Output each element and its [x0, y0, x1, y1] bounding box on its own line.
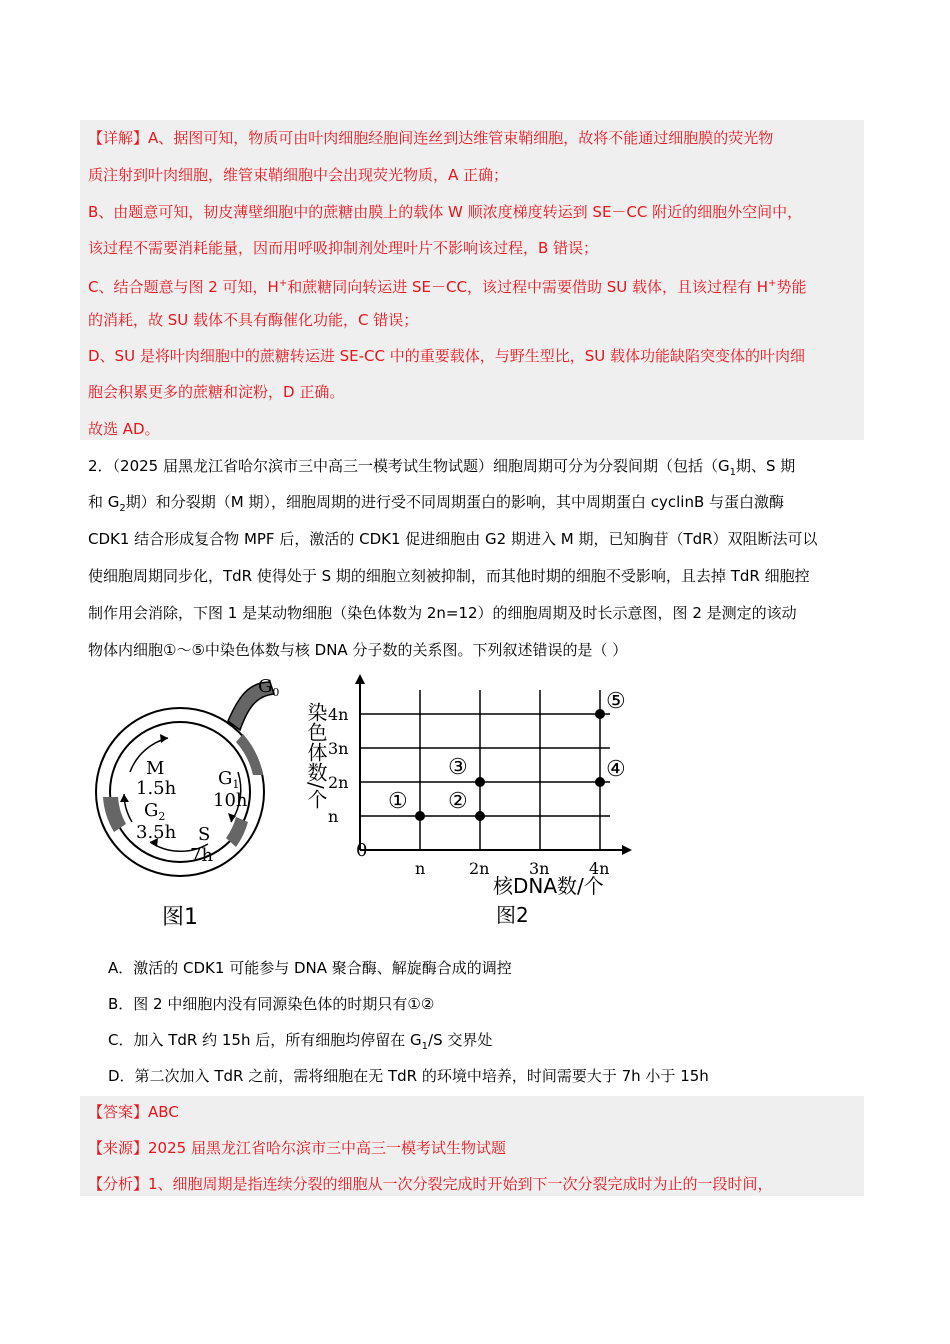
y-tick-label: 2n — [328, 773, 349, 792]
data-point — [595, 709, 605, 719]
detail-line-8: 胞会积累更多的蔗糖和淀粉，D 正确。 — [88, 383, 345, 401]
data-point-label: ③ — [448, 755, 468, 780]
g2-time: 3.5h — [136, 822, 177, 843]
data-point — [475, 811, 485, 821]
detail-line-9: 故选 AD。 — [88, 420, 160, 438]
detail-line-7: D、SU 是将叶肉细胞中的蔗糖转运进 SE-CC 中的重要载体，与野生型比，SU 载体功能缺陷突变体的叶肉细 — [88, 347, 805, 365]
y-tick-label: n — [328, 807, 339, 826]
y-axis-label: 染色体数/个 — [304, 702, 328, 809]
s-label: S — [198, 824, 211, 845]
data-point-label: ④ — [606, 757, 626, 782]
x-tick-label: n — [415, 859, 426, 878]
origin-label: 0 — [356, 840, 368, 861]
x-tick-label: 4n — [589, 859, 610, 878]
superscript-plus: + — [278, 278, 288, 289]
x-axis-arrow — [622, 845, 632, 855]
x-axis-label: 核DNA数/个 — [493, 874, 604, 898]
detail-line-1: 【详解】A、据图可知，物质可由叶肉细胞经胞间连丝到达维管束鞘细胞，故将不能通过细胞膜的荧光物 — [88, 129, 774, 147]
figure-1-cell-cycle — [96, 676, 279, 930]
option-b: B．图 2 中细胞内没有同源染色体的时期只有①② — [108, 995, 435, 1013]
answer: 【答案】ABC — [88, 1103, 179, 1121]
figure — [88, 672, 678, 934]
subscript: 2 — [119, 503, 126, 514]
data-point — [415, 811, 425, 821]
option-c — [108, 1030, 492, 1057]
s-time: 7h — [190, 845, 214, 866]
data-point — [475, 777, 485, 787]
x-tick-label: 2n — [469, 859, 490, 878]
question-line-1 — [88, 456, 795, 483]
question-line-1-b: 期、S 期 — [736, 457, 796, 475]
detail-line-2: 质注射到叶肉细胞，维管束鞘细胞中会出现荧光物质，A 正确； — [88, 166, 509, 184]
option-a: A．激活的 CDK1 可能参与 DNA 聚合酶、解旋酶合成的调控 — [108, 959, 512, 977]
source: 【来源】2025 届黑龙江省哈尔滨市三中高三一模考试生物试题 — [88, 1139, 506, 1157]
option-c-pre: C．加入 TdR 约 15h 后，所有细胞均停留在 G — [108, 1031, 422, 1049]
data-point-label: ⑤ — [606, 689, 626, 714]
question-line-2 — [88, 492, 784, 519]
y-axis-arrow — [355, 674, 365, 684]
m-time: 1.5h — [136, 778, 177, 799]
detail-line-5-b: 和蔗糖同向转运进 SE－CC，该过程中需要借助 SU 载体，且该过程有 H — [287, 278, 769, 296]
subscript: 1 — [729, 467, 736, 478]
m-label: M — [146, 758, 165, 779]
question-line-2-a: 和 G — [88, 493, 120, 511]
question-line-6: 物体内细胞①～⑤中染色体数与核 DNA 分子数的关系图。下列叙述错误的是（ ） — [88, 641, 628, 659]
subscript: 1 — [421, 1041, 429, 1052]
detail-line-4: 该过程不需要消耗能量，因而用呼吸抑制剂处理叶片不影响该过程，B 错误； — [88, 239, 599, 257]
question-line-5: 制作用会消除，下图 1 是某动物细胞（染色体数为 2n=12）的细胞周期及时长示意图，图 2 是测定的该动 — [88, 604, 797, 622]
question-line-4: 使细胞周期同步化，TdR 使得处于 S 期的细胞立刻被抑制，而其他时期的细胞不受影响，且去掉 TdR 细胞控 — [88, 567, 810, 585]
option-d: D．第二次加入 TdR 之前，需将细胞在无 TdR 的环境中培养，时间需要大于 7h 小于 15h — [108, 1067, 709, 1085]
analysis: 【分析】1、细胞周期是指连续分裂的细胞从一次分裂完成时开始到下一次分裂完成时为止的一段时间， — [88, 1175, 773, 1193]
detail-line-5-c: 势能 — [776, 278, 807, 296]
data-point-label: ② — [448, 789, 468, 814]
y-tick-label: 4n — [328, 705, 349, 724]
g2-label: $G_2$ — [144, 800, 166, 823]
x-tick-label: 3n — [529, 859, 550, 878]
data-point-label: ① — [388, 789, 408, 814]
option-c-post: /S 交界处 — [428, 1031, 493, 1049]
superscript-plus: + — [768, 278, 777, 289]
y-tick-label: 3n — [328, 739, 349, 758]
detail-line-5 — [88, 274, 806, 297]
detail-line-5-a: C、结合题意与图 2 可知，H — [88, 278, 279, 296]
detail-line-6: 的消耗，故 SU 载体不具有酶催化功能，C 错误； — [88, 311, 419, 329]
g1-label: $G_1$ — [218, 768, 240, 791]
data-point — [595, 777, 605, 787]
g0-label: $G_0$ — [258, 676, 280, 699]
question-line-2-b: 期）和分裂期（M 期），细胞周期的进行受不同周期蛋白的影响，其中周期蛋白 cyclinB 与蛋白激酶 — [125, 493, 785, 511]
detail-line-3: B、由题意可知，韧皮薄壁细胞中的蔗糖由膜上的载体 W 顺浓度梯度转运到 SE－CC 附近的细胞外空间中， — [88, 203, 803, 221]
g1-time: 10h — [213, 790, 248, 811]
question-line-3: CDK1 结合形成复合物 MPF 后，激活的 CDK1 促进细胞由 G2 期进入 M 期，已知胸苷（TdR）双阻断法可以 — [88, 530, 818, 548]
figure-2-chart — [304, 674, 632, 927]
figure-1-caption: 图1 — [162, 905, 198, 930]
figure-2-caption: 图2 — [496, 903, 529, 927]
question-line-1-a: 2．（2025 届黑龙江省哈尔滨市三中高三一模考试生物试题）细胞周期可分为分裂间期（包括（G — [88, 457, 730, 475]
